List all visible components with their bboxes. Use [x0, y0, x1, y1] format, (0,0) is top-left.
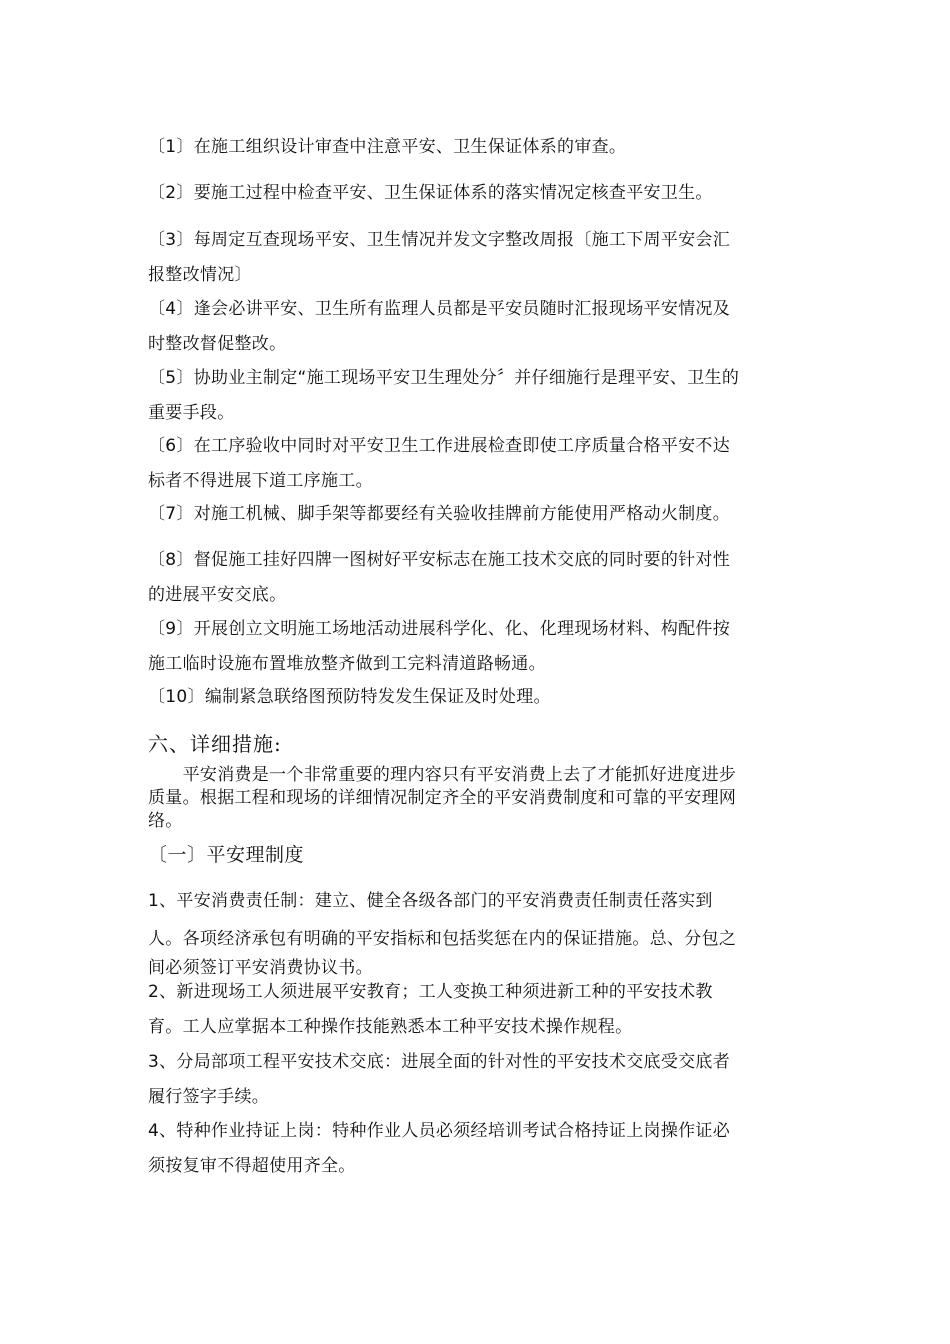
- rule-4-line-2: 须按复审不得超使用齐全。: [148, 1156, 356, 1176]
- item-1-line-1: 〔1〕在施工组织设计审查中注意平安、卫生保证体系的审查。: [148, 137, 627, 157]
- item-6-line-1: 〔6〕在工序验收中同时对平安卫生工作进展检查即使工序质量合格平安不达: [148, 436, 731, 456]
- item-3-line-2: 报整改情况〕: [148, 265, 252, 285]
- item-9-line-1: 〔9〕开展创立文明施工场地活动进展科学化、化、化理现场材料、构配件按: [148, 619, 731, 639]
- rule-1: [148, 884, 810, 986]
- section-heading: 六、详细措施:: [148, 732, 282, 756]
- item-8-line-1: 〔8〕督促施工挂好四牌一图树好平安标志在施工技术交底的同时要的针对性: [148, 550, 731, 570]
- item-2: [148, 176, 810, 211]
- item-10: [148, 680, 810, 715]
- intro-paragraph: [148, 764, 810, 833]
- intro-line-3: 络。: [148, 811, 183, 831]
- item-8: [148, 543, 810, 613]
- intro-line-1: 平安消费是一个非常重要的理内容只有平安消费上去了才能抓好进度进步: [148, 765, 737, 785]
- item-5-line-1: 〔5〕协助业主制定“施工现场平安卫生理处分〞并仔细施行是理平安、卫生的: [148, 368, 740, 388]
- rule-1-line-1: 1、平安消费责任制：建立、健全各级各部门的平安消费责任制责任落实到: [148, 891, 713, 911]
- item-5-line-2: 重要手段。: [148, 403, 235, 423]
- rule-4-line-1: 4、特种作业持证上岗：特种作业人员必须经培训考试合格持证上岗操作证必: [148, 1121, 731, 1141]
- subheading: 〔一〕平安理制度: [148, 844, 305, 866]
- item-3: [148, 223, 810, 293]
- item-9-line-2: 施工临时设施布置堆放整齐做到工完料清道路畅通。: [148, 654, 546, 674]
- rule-2-line-2: 育。工人应掌据本工种操作技能熟悉本工种平安技术操作规程。: [148, 1017, 633, 1037]
- item-6: [148, 429, 810, 499]
- item-9: [148, 612, 810, 682]
- rule-2-line-1: 2、新进现场工人须进展平安教育；工人变换工种须进新工种的平安技术教: [148, 982, 713, 1002]
- item-3-line-1: 〔3〕每周定互查现场平安、卫生情况并发文字整改周报〔施工下周平安会汇: [148, 230, 731, 250]
- item-1: [148, 130, 810, 165]
- item-10-line-1: 〔10〕编制紧急联络图预防特发发生保证及时处理。: [148, 687, 551, 707]
- rule-4: [148, 1114, 810, 1184]
- rule-3-line-1: 3、分局部项工程平安技术交底：进展全面的针对性的平安技术交底受交底者: [148, 1052, 731, 1072]
- item-7: [148, 497, 810, 532]
- item-2-line-1: 〔2〕要施工过程中检查平安、卫生保证体系的落实情况定核查平安卫生。: [148, 183, 713, 203]
- rule-1-line-3: 间必须签订平安消费协议书。: [148, 958, 373, 978]
- item-8-line-2: 的进展平安交底。: [148, 585, 287, 605]
- item-4: [148, 292, 810, 362]
- rule-3-line-2: 履行签字手续。: [148, 1087, 270, 1107]
- rule-3: [148, 1045, 810, 1115]
- item-6-line-2: 标者不得进展下道工序施工。: [148, 471, 373, 491]
- item-7-line-1: 〔7〕对施工机械、脚手架等都要经有关验收挂牌前方能使用严格动火制度。: [148, 504, 731, 524]
- rule-2: [148, 975, 810, 1045]
- item-4-line-2: 时整改督促整改。: [148, 334, 287, 354]
- item-5: [148, 361, 810, 431]
- intro-line-2: 质量。根据工程和现场的详细情况制定齐全的平安消费制度和可靠的平安理网: [148, 788, 737, 808]
- rule-1-line-2: 人。各项经济承包有明确的平安指标和包括奖惩在内的保证措施。总、分包之: [148, 929, 737, 949]
- item-4-line-1: 〔4〕逢会必讲平安、卫生所有监理人员都是平安员随时汇报现场平安情况及: [148, 299, 731, 319]
